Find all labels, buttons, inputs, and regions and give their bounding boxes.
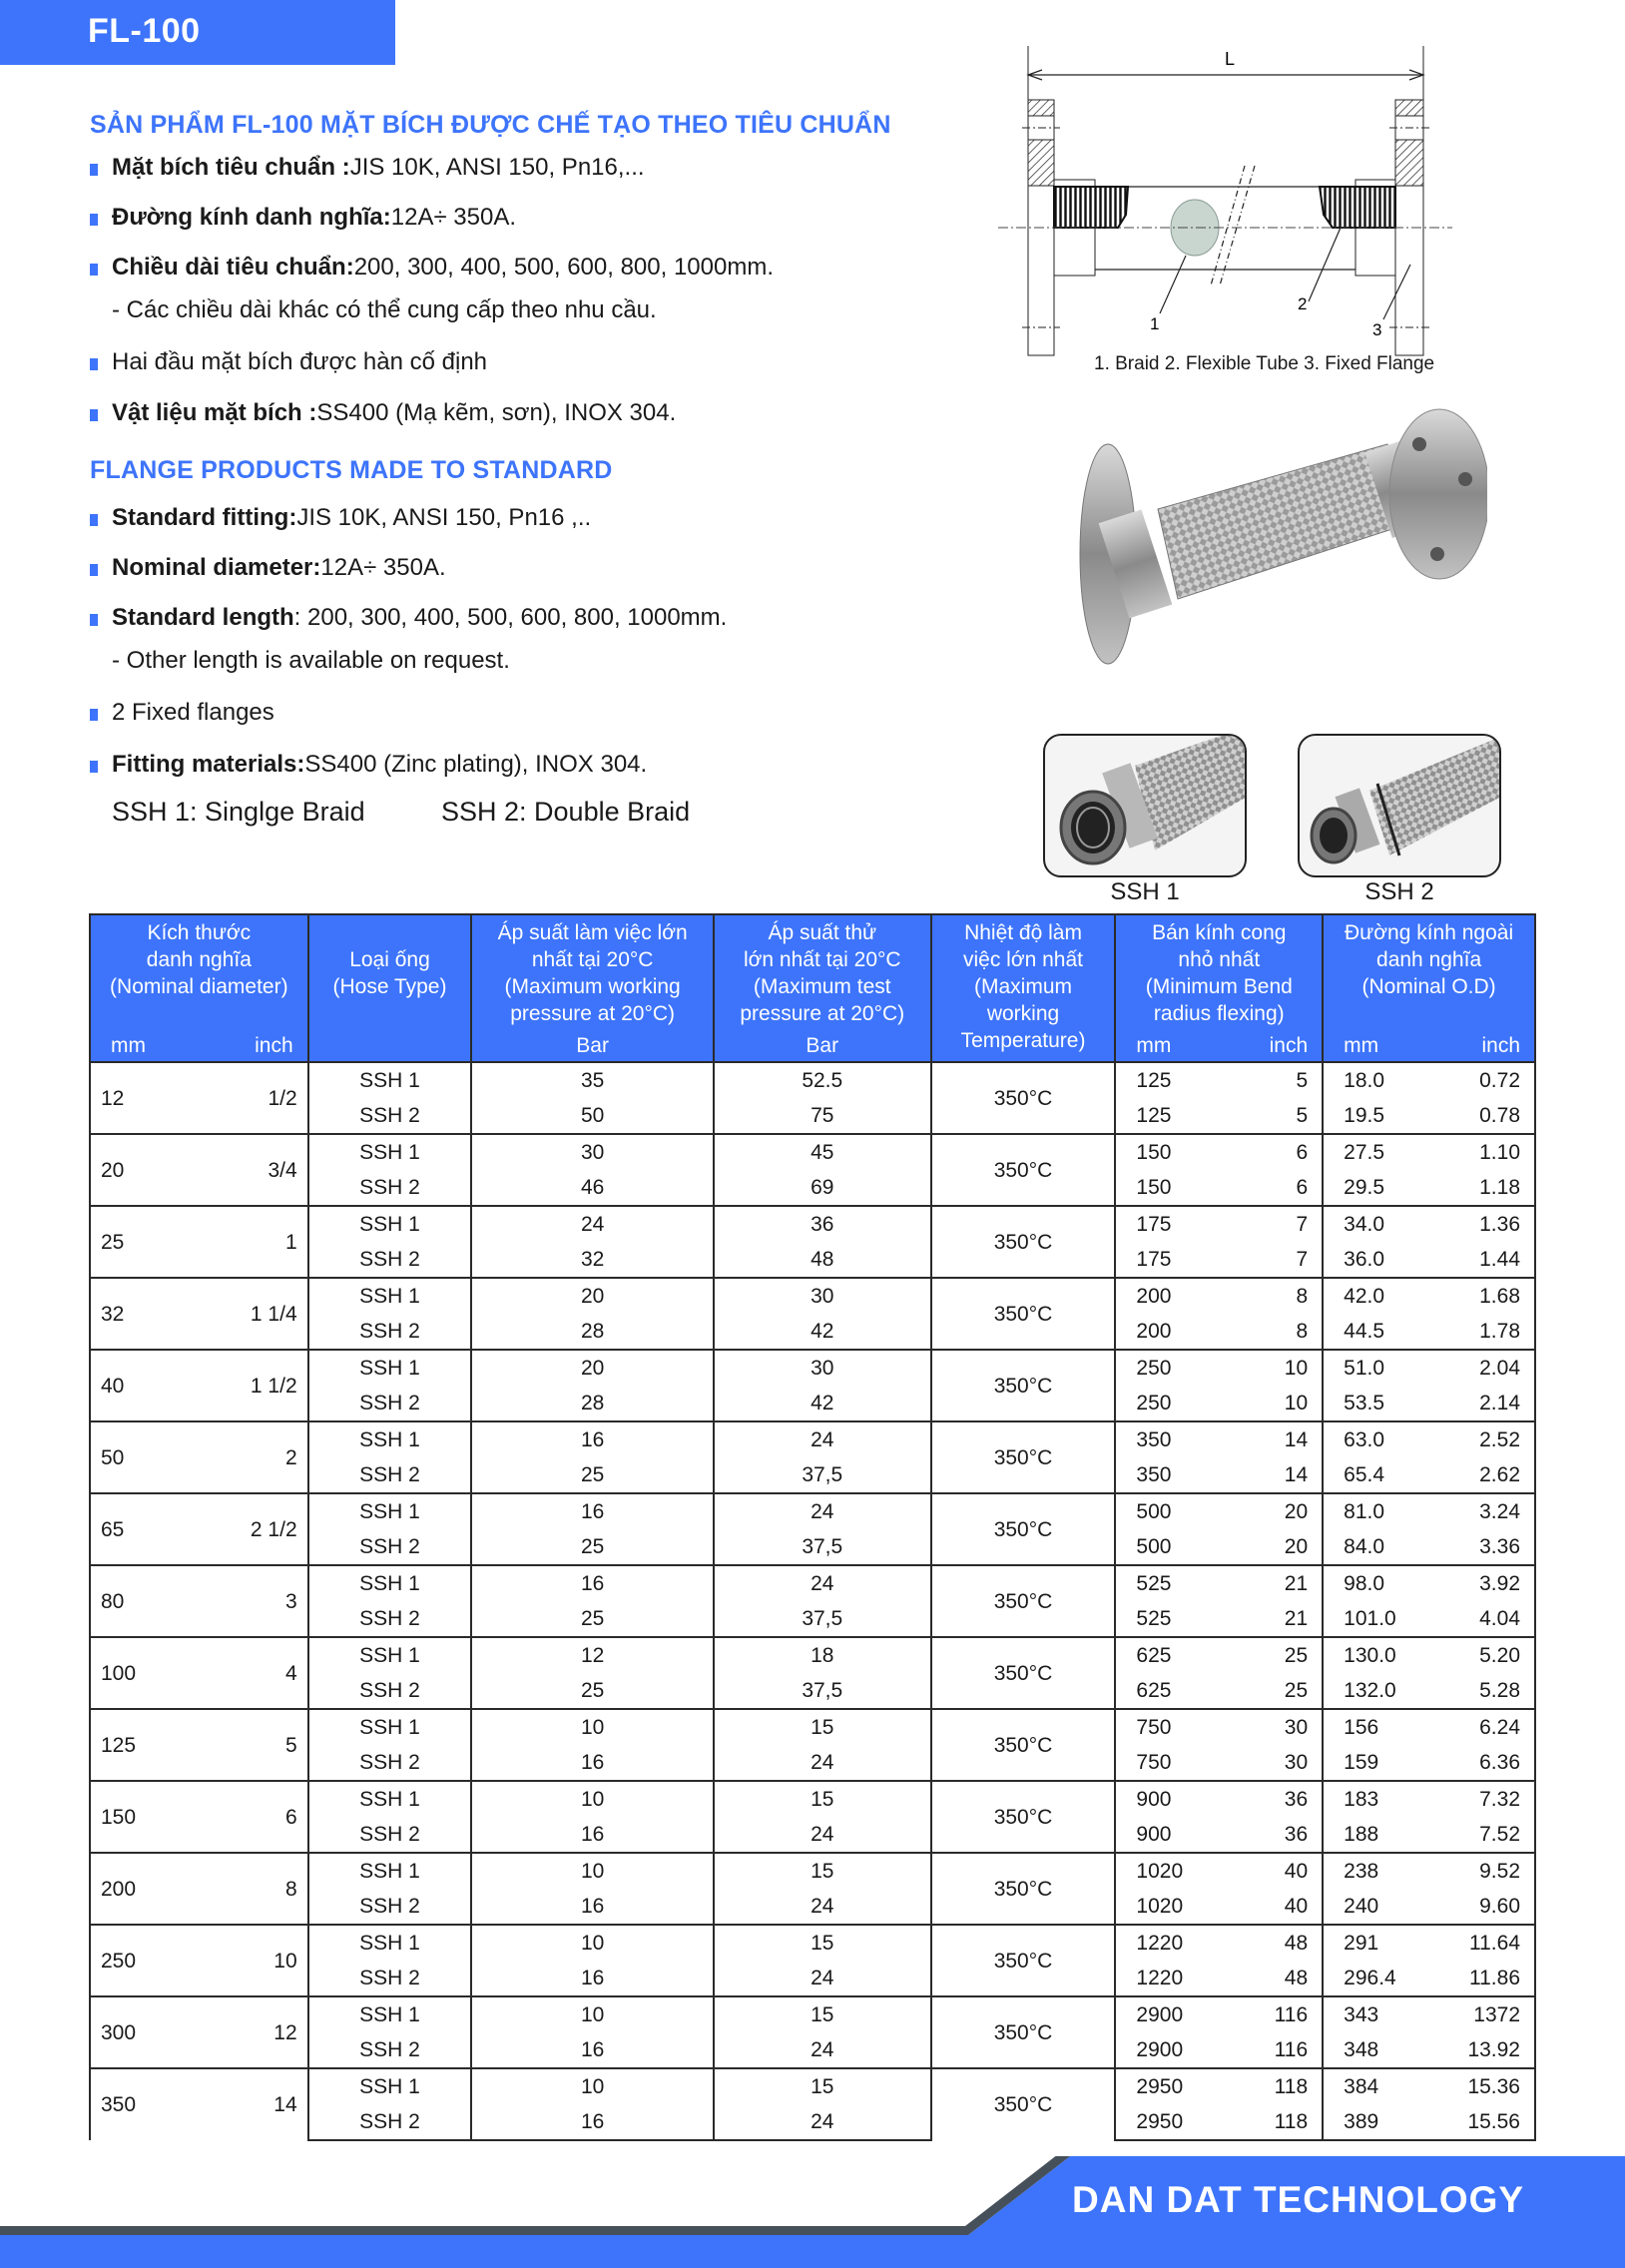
test-pressure-cell: 42 [714,1386,931,1421]
outer-diameter-cell: 156 6.24 [1323,1709,1535,1745]
bend-radius-cell: 150 6 [1115,1134,1323,1170]
outer-diameter-cell: 384 15.36 [1323,2068,1535,2104]
outer-diameter-cell: 130.0 5.20 [1323,1637,1535,1673]
working-pressure-cell: 16 [471,1745,714,1781]
bend-radius-cell: 500 20 [1115,1529,1323,1565]
working-pressure-cell: 12 [471,1637,714,1673]
working-pressure-cell: 10 [471,1781,714,1817]
outer-diameter-cell: 36.0 1.44 [1323,1242,1535,1278]
working-pressure-cell: 10 [471,1853,714,1889]
temperature-cell: 350°C [931,1781,1116,1853]
outer-diameter-cell: 44.5 1.78 [1323,1314,1535,1350]
en-item-fitting-materials: Fitting materials: SS400 (Zinc plating), INOX 304. [90,751,647,779]
test-pressure-cell: 69 [714,1170,931,1206]
vi-item-standard-length: Chiều dài tiêu chuẩn: 200, 300, 400, 500, 600, 800, 1000mm. [90,254,774,282]
outer-diameter-cell: 101.0 4.04 [1323,1601,1535,1637]
vi-section-heading: SẢN PHẨM FL-100 MẶT BÍCH ĐƯỢC CHẾ TẠO THEO TIÊU CHUẨN [90,111,891,139]
ssh1-description: SSH 1: Singlge Braid [112,797,365,827]
table-header-row [90,914,1535,1062]
test-pressure-cell: 24 [714,1421,931,1457]
test-pressure-cell: 52.5 [714,1062,931,1098]
outer-diameter-cell: 29.5 1.18 [1323,1170,1535,1206]
bullet-icon [90,358,98,370]
bend-radius-cell: 1020 40 [1115,1889,1323,1925]
test-pressure-cell: 24 [714,1745,931,1781]
bend-radius-cell: 350 14 [1115,1421,1323,1457]
hose-type-cell: SSH 2 [308,1457,472,1493]
bullet-icon [90,614,98,626]
bend-radius-cell: 2950 118 [1115,2068,1323,2104]
outer-diameter-cell: 19.5 0.78 [1323,1098,1535,1134]
header-bend-radius: Bán kính cong nhỏ nhất (Minimum Bend radius flexing) mm inch [1115,914,1323,1062]
test-pressure-cell: 75 [714,1098,931,1134]
working-pressure-cell: 25 [471,1601,714,1637]
temperature-cell: 350°C [931,1853,1116,1925]
bend-radius-cell: 250 10 [1115,1386,1323,1421]
test-pressure-cell: 48 [714,1242,931,1278]
bend-radius-cell: 2900 116 [1115,1996,1323,2032]
bend-radius-cell: 200 8 [1115,1278,1323,1314]
hose-type-cell: SSH 1 [308,1637,472,1673]
hose-type-cell: SSH 1 [308,1062,472,1098]
bullet-icon [90,409,98,421]
working-pressure-cell: 50 [471,1098,714,1134]
bend-radius-cell: 350 14 [1115,1457,1323,1493]
test-pressure-cell: 24 [714,1493,931,1529]
temperature-cell: 350°C [931,1421,1116,1493]
test-pressure-cell: 30 [714,1350,931,1386]
outer-diameter-cell: 159 6.36 [1323,1745,1535,1781]
temperature-cell: 350°C [931,1278,1116,1350]
outer-diameter-cell: 63.0 2.52 [1323,1421,1535,1457]
test-pressure-cell: 36 [714,1206,931,1242]
specification-table [89,913,1536,2141]
outer-diameter-cell: 18.0 0.72 [1323,1062,1535,1098]
vi-item-nominal-diameter: Đường kính danh nghĩa: 12A÷ 350A. [90,204,516,232]
test-pressure-cell: 37,5 [714,1529,931,1565]
test-pressure-cell: 24 [714,1817,931,1853]
hose-type-cell: SSH 1 [308,1709,472,1745]
hose-type-cell: SSH 1 [308,1925,472,1961]
nominal-diameter-cell: 32 1 1/4 [90,1278,308,1350]
nominal-diameter-cell: 50 2 [90,1421,308,1493]
en-item-standard-fitting: Standard fitting: JIS 10K, ANSI 150, Pn16 ,.. [90,504,591,532]
temperature-cell: 350°C [931,2068,1116,2140]
bullet-icon [90,564,98,576]
test-pressure-cell: 37,5 [714,1601,931,1637]
test-pressure-cell: 42 [714,1314,931,1350]
ssh2-photo [1298,734,1501,877]
nominal-diameter-cell: 65 2 1/2 [90,1493,308,1565]
hose-type-cell: SSH 1 [308,1853,472,1889]
working-pressure-cell: 16 [471,1565,714,1601]
nominal-diameter-cell: 25 1 [90,1206,308,1278]
vi-length-note: - Các chiều dài khác có thể cung cấp theo nhu cầu. [112,296,657,323]
hose-type-cell: SSH 1 [308,2068,472,2104]
hose-type-cell: SSH 1 [308,1781,472,1817]
table-row [90,1062,1535,1098]
outer-diameter-cell: 84.0 3.36 [1323,1529,1535,1565]
ssh1-photo [1043,734,1247,877]
table-row [90,1350,1535,1386]
test-pressure-cell: 15 [714,1781,931,1817]
table-row [90,1421,1535,1457]
hose-type-cell: SSH 2 [308,1314,472,1350]
nominal-diameter-cell: 12 1/2 [90,1062,308,1134]
header-outer-diameter: Đường kính ngoài danh nghĩa (Nominal O.D) mm inch [1323,914,1535,1062]
bend-radius-cell: 1220 48 [1115,1961,1323,1996]
bullet-icon [90,761,98,773]
hose-type-cell: SSH 1 [308,1565,472,1601]
bend-radius-cell: 750 30 [1115,1745,1323,1781]
temperature-cell: 350°C [931,1206,1116,1278]
hose-type-cell: SSH 2 [308,1961,472,1996]
bullet-icon [90,214,98,226]
hose-type-cell: SSH 2 [308,1601,472,1637]
outer-diameter-cell: 296.4 11.86 [1323,1961,1535,1996]
table-row [90,1565,1535,1601]
hose-type-cell: SSH 1 [308,1996,472,2032]
hose-type-cell: SSH 1 [308,1206,472,1242]
en-length-note: - Other length is available on request. [112,647,510,674]
bend-radius-cell: 175 7 [1115,1206,1323,1242]
hose-type-cell: SSH 1 [308,1350,472,1386]
test-pressure-cell: 24 [714,1889,931,1925]
nominal-diameter-cell: 150 6 [90,1781,308,1853]
bend-radius-cell: 2900 116 [1115,2032,1323,2068]
table-row [90,1206,1535,1242]
bend-radius-cell: 1020 40 [1115,1853,1323,1889]
working-pressure-cell: 16 [471,1493,714,1529]
hose-type-cell: SSH 1 [308,1134,472,1170]
bend-radius-cell: 525 21 [1115,1565,1323,1601]
test-pressure-cell: 45 [714,1134,931,1170]
hose-type-cell: SSH 2 [308,1817,472,1853]
working-pressure-cell: 28 [471,1386,714,1421]
vi-item-flange-standard: Mặt bích tiêu chuẩn : JIS 10K, ANSI 150, Pn16,... [90,154,645,182]
table-row [90,1278,1535,1314]
hose-type-cell: SSH 2 [308,1673,472,1709]
test-pressure-cell: 15 [714,1709,931,1745]
bend-radius-cell: 625 25 [1115,1637,1323,1673]
hose-type-cell: SSH 2 [308,1242,472,1278]
test-pressure-cell: 24 [714,1565,931,1601]
en-section-heading: FLANGE PRODUCTS MADE TO STANDARD [90,456,613,484]
working-pressure-cell: 28 [471,1314,714,1350]
ssh2-description: SSH 2: Double Braid [441,797,691,827]
en-item-fixed-flanges: 2 Fixed flanges [90,699,274,727]
test-pressure-cell: 24 [714,1961,931,1996]
table-row [90,2068,1535,2104]
test-pressure-cell: 15 [714,2068,931,2104]
working-pressure-cell: 16 [471,1421,714,1457]
outer-diameter-cell: 348 13.92 [1323,2032,1535,2068]
header-nominal-diameter: Kích thước danh nghĩa (Nominal diameter) mm inch [90,914,308,1062]
temperature-cell: 350°C [931,1493,1116,1565]
hose-type-cell: SSH 1 [308,1278,472,1314]
hose-type-cell: SSH 2 [308,1889,472,1925]
hose-type-cell: SSH 2 [308,1170,472,1206]
test-pressure-cell: 37,5 [714,1673,931,1709]
nominal-diameter-cell: 40 1 1/2 [90,1350,308,1421]
nominal-diameter-cell: 20 3/4 [90,1134,308,1206]
bend-radius-cell: 2950 118 [1115,2104,1323,2140]
company-name: DAN DAT TECHNOLOGY [1072,2179,1525,2220]
nominal-diameter-cell: 125 5 [90,1709,308,1781]
outer-diameter-cell: 51.0 2.04 [1323,1350,1535,1386]
hose-type-cell: SSH 2 [308,1745,472,1781]
temperature-cell: 350°C [931,1996,1116,2068]
working-pressure-cell: 16 [471,1889,714,1925]
working-pressure-cell: 25 [471,1673,714,1709]
table-row [90,1853,1535,1889]
bullet-icon [90,709,98,721]
bend-radius-cell: 150 6 [1115,1170,1323,1206]
bend-radius-cell: 125 5 [1115,1062,1323,1098]
vi-item-material: Vật liệu mặt bích : SS400 (Mạ kẽm, sơn), INOX 304. [90,399,676,427]
working-pressure-cell: 16 [471,2104,714,2140]
en-item-standard-length: Standard length : 200, 300, 400, 500, 600, 800, 1000mm. [90,604,727,632]
nominal-diameter-cell: 250 10 [90,1925,308,1996]
callout-1: 1 [1150,314,1160,333]
temperature-cell: 350°C [931,1134,1116,1206]
outer-diameter-cell: 98.0 3.92 [1323,1565,1535,1601]
vi-item-welded-flanges: Hai đầu mặt bích được hàn cố định [90,348,487,376]
working-pressure-cell: 20 [471,1278,714,1314]
test-pressure-cell: 30 [714,1278,931,1314]
working-pressure-cell: 30 [471,1134,714,1170]
hose-type-cell: SSH 2 [308,1529,472,1565]
temperature-cell: 350°C [931,1925,1116,1996]
table-row [90,1493,1535,1529]
test-pressure-cell: 18 [714,1637,931,1673]
outer-diameter-cell: 42.0 1.68 [1323,1278,1535,1314]
test-pressure-cell: 24 [714,2104,931,2140]
temperature-cell: 350°C [931,1709,1116,1781]
table-row [90,1134,1535,1170]
drawing-caption: 1. Braid 2. Flexible Tube 3. Fixed Flange [1094,353,1435,374]
test-pressure-cell: 15 [714,1853,931,1889]
header-temperature: Nhiệt độ làm việc lớn nhất (Maximum working Temperature) [931,914,1116,1062]
bullet-icon [90,264,98,276]
outer-diameter-cell: 240 9.60 [1323,1889,1535,1925]
hose-type-cell: SSH 2 [308,1386,472,1421]
header-test-pressure: Áp suất thử lớn nhất tại 20°C (Maximum test pressure at 20°C) Bar [714,914,931,1062]
table-row [90,1637,1535,1673]
bend-radius-cell: 125 5 [1115,1098,1323,1134]
header-working-pressure: Áp suất làm việc lớn nhất tại 20°C (Maximum working pressure at 20°C) Bar [471,914,714,1062]
test-pressure-cell: 37,5 [714,1457,931,1493]
outer-diameter-cell: 65.4 2.62 [1323,1457,1535,1493]
outer-diameter-cell: 132.0 5.28 [1323,1673,1535,1709]
table-row [90,1709,1535,1745]
dimension-label-l: L [1225,49,1236,69]
temperature-cell: 350°C [931,1350,1116,1421]
table-row [90,1781,1535,1817]
hose-type-cell: SSH 1 [308,1421,472,1457]
table-row [90,1925,1535,1961]
bend-radius-cell: 625 25 [1115,1673,1323,1709]
hose-type-cell: SSH 1 [308,1493,472,1529]
working-pressure-cell: 16 [471,2032,714,2068]
table-row [90,1996,1535,2032]
header-hose-type: Loại ống (Hose Type) [308,914,472,1062]
outer-diameter-cell: 81.0 3.24 [1323,1493,1535,1529]
bend-radius-cell: 900 36 [1115,1781,1323,1817]
callout-2: 2 [1298,294,1308,313]
bend-radius-cell: 500 20 [1115,1493,1323,1529]
outer-diameter-cell: 343 1372 [1323,1996,1535,2032]
working-pressure-cell: 16 [471,1961,714,1996]
nominal-diameter-cell: 100 4 [90,1637,308,1709]
bend-radius-cell: 175 7 [1115,1242,1323,1278]
working-pressure-cell: 24 [471,1206,714,1242]
ssh2-label: SSH 2 [1364,878,1434,905]
outer-diameter-cell: 188 7.52 [1323,1817,1535,1853]
working-pressure-cell: 20 [471,1350,714,1386]
bullet-icon [90,164,98,176]
hose-type-cell: SSH 2 [308,2104,472,2140]
hose-type-cell: SSH 2 [308,2032,472,2068]
nominal-diameter-cell: 200 8 [90,1853,308,1925]
product-title: FL-100 [88,12,201,50]
working-pressure-cell: 25 [471,1457,714,1493]
working-pressure-cell: 10 [471,1709,714,1745]
bend-radius-cell: 250 10 [1115,1350,1323,1386]
outer-diameter-cell: 34.0 1.36 [1323,1206,1535,1242]
outer-diameter-cell: 389 15.56 [1323,2104,1535,2140]
outer-diameter-cell: 53.5 2.14 [1323,1386,1535,1421]
working-pressure-cell: 46 [471,1170,714,1206]
test-pressure-cell: 24 [714,2032,931,2068]
outer-diameter-cell: 27.5 1.10 [1323,1134,1535,1170]
working-pressure-cell: 10 [471,2068,714,2104]
outer-diameter-cell: 183 7.32 [1323,1781,1535,1817]
working-pressure-cell: 10 [471,1925,714,1961]
callout-3: 3 [1372,320,1382,339]
bend-radius-cell: 750 30 [1115,1709,1323,1745]
test-pressure-cell: 15 [714,1996,931,2032]
test-pressure-cell: 15 [714,1925,931,1961]
working-pressure-cell: 25 [471,1529,714,1565]
bend-radius-cell: 900 36 [1115,1817,1323,1853]
temperature-cell: 350°C [931,1062,1116,1134]
working-pressure-cell: 16 [471,1817,714,1853]
bend-radius-cell: 1220 48 [1115,1925,1323,1961]
working-pressure-cell: 32 [471,1242,714,1278]
hose-type-cell: SSH 2 [308,1098,472,1134]
working-pressure-cell: 35 [471,1062,714,1098]
temperature-cell: 350°C [931,1637,1116,1709]
bend-radius-cell: 525 21 [1115,1601,1323,1637]
bend-radius-cell: 200 8 [1115,1314,1323,1350]
outer-diameter-cell: 291 11.64 [1323,1925,1535,1961]
temperature-cell: 350°C [931,1565,1116,1637]
ssh1-label: SSH 1 [1110,878,1180,905]
outer-diameter-cell: 238 9.52 [1323,1853,1535,1889]
nominal-diameter-cell: 300 12 [90,1996,308,2068]
nominal-diameter-cell: 350 14 [90,2068,308,2140]
working-pressure-cell: 10 [471,1996,714,2032]
bullet-icon [90,514,98,526]
en-item-nominal-diameter: Nominal diameter: 12A÷ 350A. [90,554,446,582]
flange-hose-product-photo [1068,404,1487,704]
nominal-diameter-cell: 80 3 [90,1565,308,1637]
flange-hose-technical-drawing [998,40,1625,379]
title-bar [0,0,395,65]
